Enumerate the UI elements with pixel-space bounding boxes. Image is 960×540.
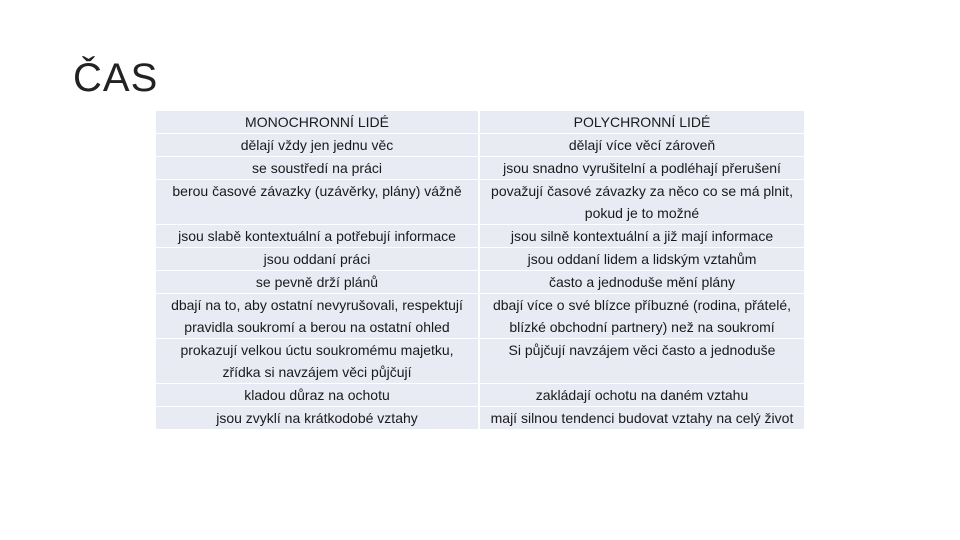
table-row (156, 157, 804, 180)
table-cell-left: MONOCHRONNÍ LIDÉ (156, 111, 480, 134)
table-row (156, 111, 804, 134)
table-cell-left: prokazují velkou úctu soukromému majetku, zřídka si navzájem věci půjčují (156, 339, 480, 384)
table-cell-left: dělají vždy jen jednu věc (156, 134, 480, 157)
table-cell-right: jsou oddaní lidem a lidským vztahům (480, 248, 804, 271)
table-cell-right: dělají více věcí zároveň (480, 134, 804, 157)
table-row (156, 407, 804, 430)
table-row (156, 180, 804, 225)
table-cell-right: POLYCHRONNÍ LIDÉ (480, 111, 804, 134)
table-row (156, 294, 804, 339)
table-cell-left: se pevně drží plánů (156, 271, 480, 294)
table-cell-right: často a jednoduše mění plány (480, 271, 804, 294)
comparison-table (156, 111, 804, 430)
slide-title: ČAS (73, 56, 159, 100)
table-cell-right: považují časové závazky za něco co se má plnit, pokud je to možné (480, 180, 804, 225)
table-cell-left: se soustředí na práci (156, 157, 480, 180)
table-row (156, 134, 804, 157)
table-cell-left: jsou oddaní práci (156, 248, 480, 271)
table-cell-right: jsou snadno vyrušitelní a podléhají přerušení (480, 157, 804, 180)
table-cell-left: berou časové závazky (uzávěrky, plány) vážně (156, 180, 480, 225)
table-row (156, 384, 804, 407)
table-cell-left: dbají na to, aby ostatní nevyrušovali, respektují pravidla soukromí a berou na ostatní ohled (156, 294, 480, 339)
table-cell-right: jsou silně kontextuální a již mají informace (480, 225, 804, 248)
table-cell-left: jsou zvyklí na krátkodobé vztahy (156, 407, 480, 430)
table-cell-left: kladou důraz na ochotu (156, 384, 480, 407)
table-row (156, 339, 804, 384)
table-cell-right: zakládají ochotu na daném vztahu (480, 384, 804, 407)
table-row (156, 225, 804, 248)
table-cell-right: mají silnou tendenci budovat vztahy na celý život (480, 407, 804, 430)
table-cell-right: Si půjčují navzájem věci často a jednoduše (480, 339, 804, 384)
table-row (156, 248, 804, 271)
table-cell-left: jsou slabě kontextuální a potřebují informace (156, 225, 480, 248)
table-cell-right: dbají více o své blízce příbuzné (rodina, přátelé, blízké obchodní partnery) než na soukromí (480, 294, 804, 339)
table-row (156, 271, 804, 294)
